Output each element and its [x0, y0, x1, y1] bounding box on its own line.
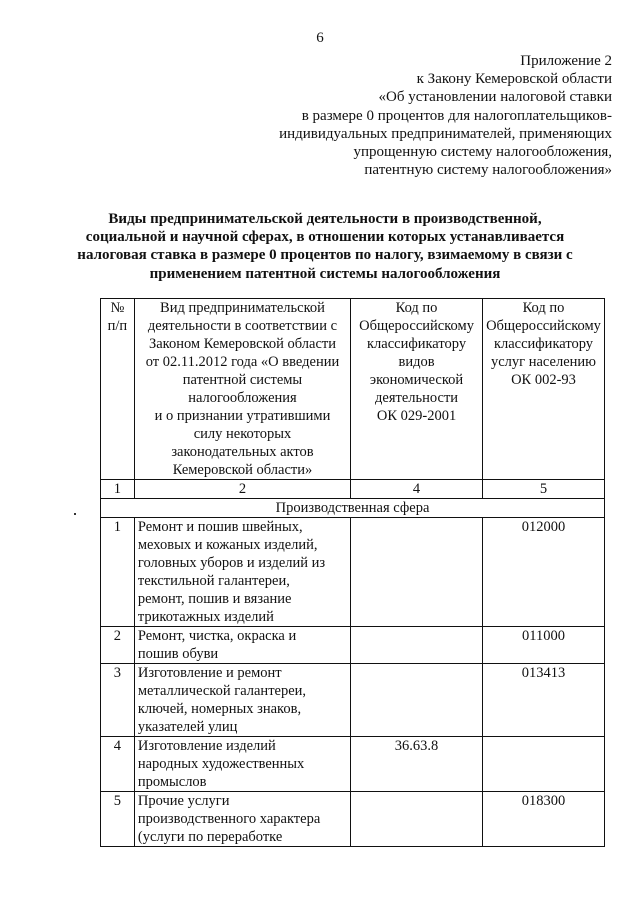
cell-line: ОК 029-2001: [376, 408, 457, 424]
activity-name: [134, 792, 350, 847]
cell-line: пошив обуви: [137, 646, 219, 662]
cell-line: металлической галантереи,: [137, 683, 307, 699]
table-row: [101, 664, 605, 737]
activities-table: [100, 298, 605, 847]
appendix-line: Приложение 2: [520, 53, 612, 69]
cell-line: Общероссийскому: [486, 318, 601, 334]
table-header-row: [101, 299, 605, 480]
okved-code: [351, 627, 483, 664]
appendix-line: к Закону Кемеровской области: [416, 71, 612, 88]
table-row: [101, 737, 605, 792]
cell-line: №: [110, 300, 125, 316]
cell-line: деятельности в соответствии с: [147, 318, 338, 334]
header-activity: [134, 299, 350, 480]
title-line: социальной и научной сферах, в отношении которых устанавливается: [85, 229, 565, 246]
okved-code: [351, 792, 483, 847]
cell-line: Общероссийскому: [359, 318, 474, 334]
table-row: [101, 627, 605, 664]
okun-code: 011000: [482, 627, 604, 664]
row-number: 5: [101, 792, 135, 847]
scan-speck: [74, 513, 76, 515]
okun-code: 013413: [482, 664, 604, 737]
cell-line: Изготовление изделий: [137, 738, 276, 754]
cell-line: Кемеровской области»: [172, 462, 313, 478]
cell-line: от 02.11.2012 года «О введении: [145, 354, 340, 370]
cell-line: деятельности: [375, 390, 459, 406]
cell-line: меховых и кожаных изделий,: [137, 537, 318, 553]
column-number-row: [101, 480, 605, 499]
appendix-line: индивидуальных предпринимателей, применяющих: [279, 125, 612, 142]
okved-code: [351, 664, 483, 737]
okun-code: [482, 737, 604, 792]
row-number: 3: [101, 664, 135, 737]
cell-line: ключей, номерных знаков,: [137, 701, 302, 717]
column-number: 4: [351, 480, 483, 499]
cell-line: промыслов: [137, 774, 207, 790]
okun-code: 012000: [482, 518, 604, 627]
column-number: 5: [482, 480, 604, 499]
cell-line: головных уборов и изделий из: [137, 555, 326, 571]
cell-line: видов: [398, 354, 435, 370]
cell-line: и о признании утратившими: [154, 408, 331, 424]
cell-line: указателей улиц: [137, 719, 238, 735]
appendix-line: патентную систему налогообложения»: [364, 162, 612, 179]
cell-line: текстильной галантереи,: [137, 573, 290, 589]
cell-line: патентной системы: [182, 372, 303, 388]
okved-code: [351, 518, 483, 627]
header-okved: [351, 299, 483, 480]
column-number: 2: [134, 480, 350, 499]
row-number: 2: [101, 627, 135, 664]
column-number: 1: [101, 480, 135, 499]
document-title: [60, 210, 590, 283]
page-number: 6: [316, 30, 324, 46]
appendix-header: [192, 52, 612, 179]
okun-code: 018300: [482, 792, 604, 847]
appendix-line: в размере 0 процентов для налогоплательщиков-: [301, 107, 612, 124]
cell-line: классификатору: [366, 336, 467, 352]
cell-line: Законом Кемеровской области: [148, 336, 337, 352]
title-line: применением патентной системы налогообложения: [149, 265, 501, 282]
cell-line: производственного характера: [137, 811, 321, 827]
header-number: [101, 299, 135, 480]
cell-line: экономической: [369, 372, 464, 388]
cell-line: Ремонт, чистка, окраска и: [137, 628, 297, 644]
cell-line: Вид предпринимательской: [160, 300, 325, 316]
cell-line: трикотажных изделий: [137, 609, 274, 625]
okved-code: 36.63.8: [351, 737, 483, 792]
title-line: Виды предпринимательской деятельности в производственной,: [108, 211, 542, 227]
row-number: 4: [101, 737, 135, 792]
cell-line: Изготовление и ремонт: [137, 665, 282, 681]
title-line: налоговая ставка в размере 0 процентов по налогу, взимаемому в связи с: [77, 247, 573, 264]
cell-line: Ремонт и пошив швейных,: [137, 519, 303, 535]
cell-line: услуг населению: [490, 354, 596, 370]
section-row: [101, 499, 605, 518]
header-okun: [482, 299, 604, 480]
cell-line: Код по: [395, 300, 438, 316]
cell-line: классификатору: [493, 336, 594, 352]
section-title: Производственная сфера: [101, 499, 605, 518]
cell-line: (услуги по переработке: [137, 829, 283, 845]
activity-name: [134, 737, 350, 792]
activity-name: [134, 664, 350, 737]
cell-line: силу некоторых: [193, 426, 292, 442]
appendix-line: «Об установлении налоговой ставки: [378, 89, 612, 106]
cell-line: Код по: [522, 300, 565, 316]
cell-line: налогообложения: [188, 390, 297, 406]
table-row: [101, 792, 605, 847]
activity-name: [134, 627, 350, 664]
activity-name: [134, 518, 350, 627]
cell-line: ОК 002-93: [511, 372, 576, 388]
cell-line: народных художественных: [137, 756, 305, 772]
cell-line: законодательных актов: [171, 444, 314, 460]
table-row: [101, 518, 605, 627]
appendix-line: упрощенную систему налогообложения,: [353, 144, 612, 161]
row-number: 1: [101, 518, 135, 627]
cell-line: ремонт, пошив и вязание: [137, 591, 292, 607]
cell-line: п/п: [107, 318, 128, 334]
cell-line: Прочие услуги: [137, 793, 230, 809]
